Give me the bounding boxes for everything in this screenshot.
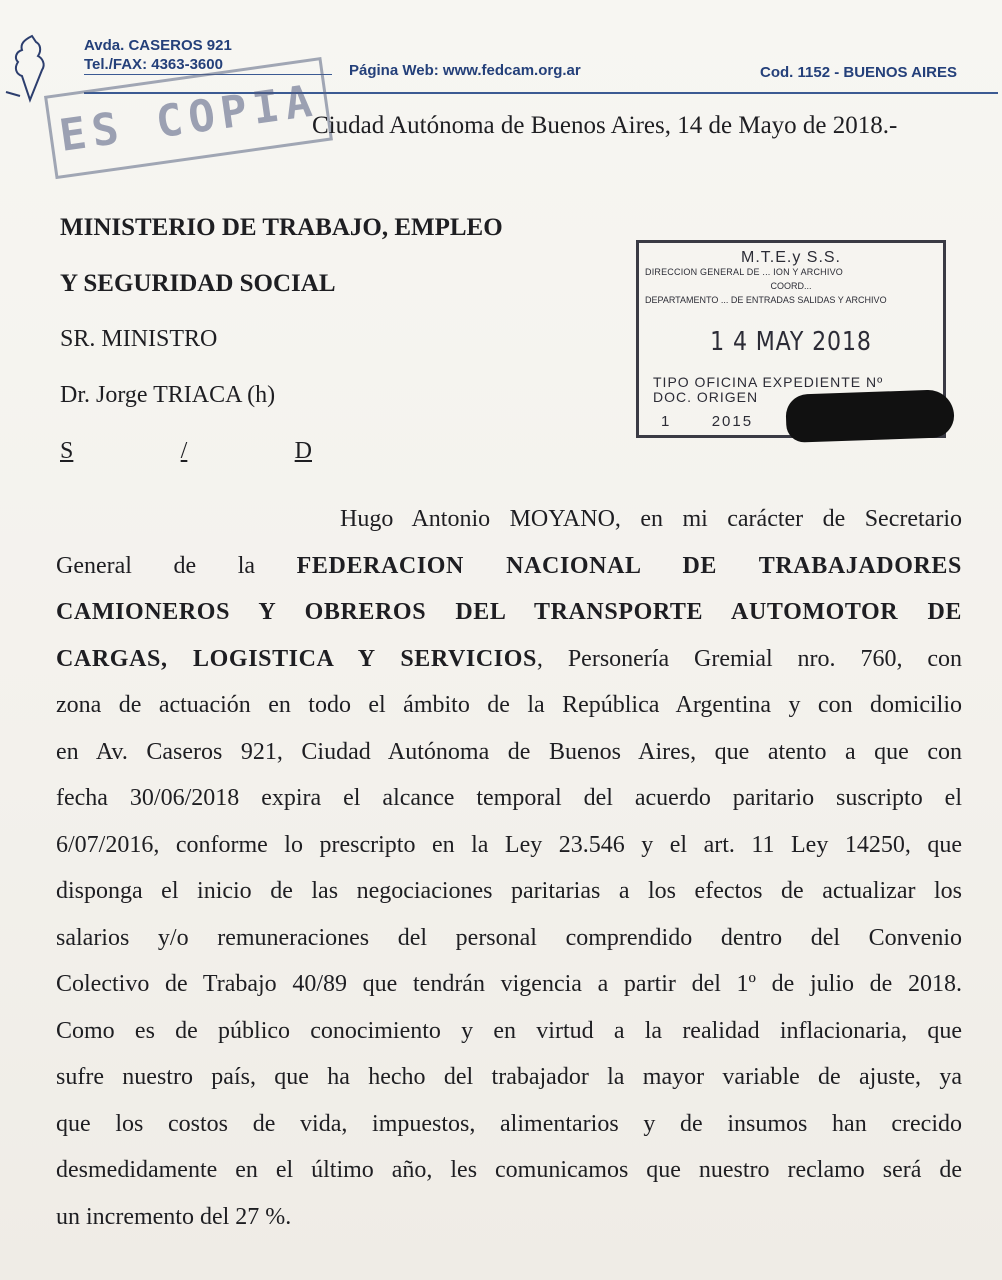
body-line: desmedidamente en el último año, les comunicamos que nuestro reclamo será de (56, 1157, 962, 1183)
body-line: disponga el inicio de las negociaciones paritarias a los efectos de actualizar los (56, 878, 962, 904)
addressee-line-4: Dr. Jorge TRIACA (h) (60, 382, 276, 408)
letterhead-website: Página Web: www.fedcam.org.ar (349, 62, 581, 79)
federation-name: CAMIONEROS Y OBREROS DEL TRANSPORTE AUTOMOTOR DE (56, 599, 962, 625)
sd-d: D (294, 438, 312, 464)
letterhead-phone: Tel./FAX: 4363-3600 (84, 56, 223, 73)
stamp-line-c: DEPARTAMENTO ... DE ENTRADAS SALIDAS Y ARCHIVO (645, 295, 887, 305)
letter-date: Ciudad Autónoma de Buenos Aires, 14 de Mayo de 2018.- (312, 112, 898, 139)
body-line (56, 543, 962, 590)
stamp-labels-row-1: TIPO OFICINA EXPEDIENTE Nº (653, 374, 884, 390)
salutation-sd (60, 438, 312, 465)
sd-slash: / (180, 438, 188, 464)
body-text-run: , Personería Gremial nro. 760, con (536, 645, 962, 672)
body-line: 6/07/2016, conforme lo prescripto en la Ley 23.546 y el art. 11 Ley 14250, que (56, 831, 962, 858)
addressee-line-2: Y SEGURIDAD SOCIAL (60, 270, 336, 297)
body-line (56, 589, 962, 636)
redaction-mark (785, 389, 955, 443)
letterhead-postal-code: Cod. 1152 - BUENOS AIRES (760, 64, 957, 81)
body-line: un incremento del 27 %. (56, 1203, 292, 1230)
stamp-value-office: 2015 (711, 413, 754, 430)
body-line: zona de actuación en todo el ámbito de la República Argentina y con domicilio (56, 692, 962, 718)
body-line: sufre nuestro país, que ha hecho del trabajador la mayor variable de ajuste, ya (56, 1064, 962, 1090)
body-line: Como es de público conocimiento y en virtud a la realidad inflacionaria, que (56, 1017, 962, 1044)
body-text-run: General de la (56, 552, 297, 579)
body-line: Hugo Antonio MOYANO, en mi carácter de Secretario (340, 506, 962, 532)
stamp-values (661, 413, 753, 430)
stamp-line-a: DIRECCION GENERAL DE ... ION Y ARCHIVO (645, 267, 843, 277)
body-line (56, 636, 962, 683)
stamp-line-b: COORD... (770, 281, 812, 291)
body-line: Colectivo de Trabajo 40/89 que tendrán vigencia a partir del 1º de julio de 2018. (56, 971, 962, 997)
body-line: salarios y/o remuneraciones del personal comprendido dentro del Convenio (56, 924, 962, 951)
sd-s: S (60, 438, 74, 464)
federation-name: FEDERACION NACIONAL DE TRABAJADORES (296, 552, 962, 579)
stamp-labels-row-2: DOC. ORIGEN (653, 389, 759, 405)
body-line: que los costos de vida, impuestos, alimentarios y de insumos han crecido (56, 1110, 962, 1137)
federation-name: CARGAS, LOGISTICA Y SERVICIOS (56, 645, 537, 672)
stamp-date: 1 4 MAY 2018 (710, 327, 872, 357)
stamp-org: M.T.E.y S.S. (740, 249, 841, 266)
letter-body (56, 496, 962, 1240)
letterhead-street: Avda. CASEROS 921 (84, 37, 232, 54)
addressee-line-3: SR. MINISTRO (60, 326, 218, 352)
letterhead-address (84, 36, 232, 74)
body-line: en Av. Caseros 921, Ciudad Autónoma de Buenos Aires, que atento a que con (56, 738, 962, 765)
stamp-value-type: 1 (661, 413, 672, 430)
copy-stamp: ES COPIA (44, 57, 333, 179)
addressee-line-1: MINISTERIO DE TRABAJO, EMPLEO (60, 214, 503, 241)
body-line: fecha 30/06/2018 expira el alcance temporal del acuerdo paritario suscripto el (56, 785, 962, 811)
